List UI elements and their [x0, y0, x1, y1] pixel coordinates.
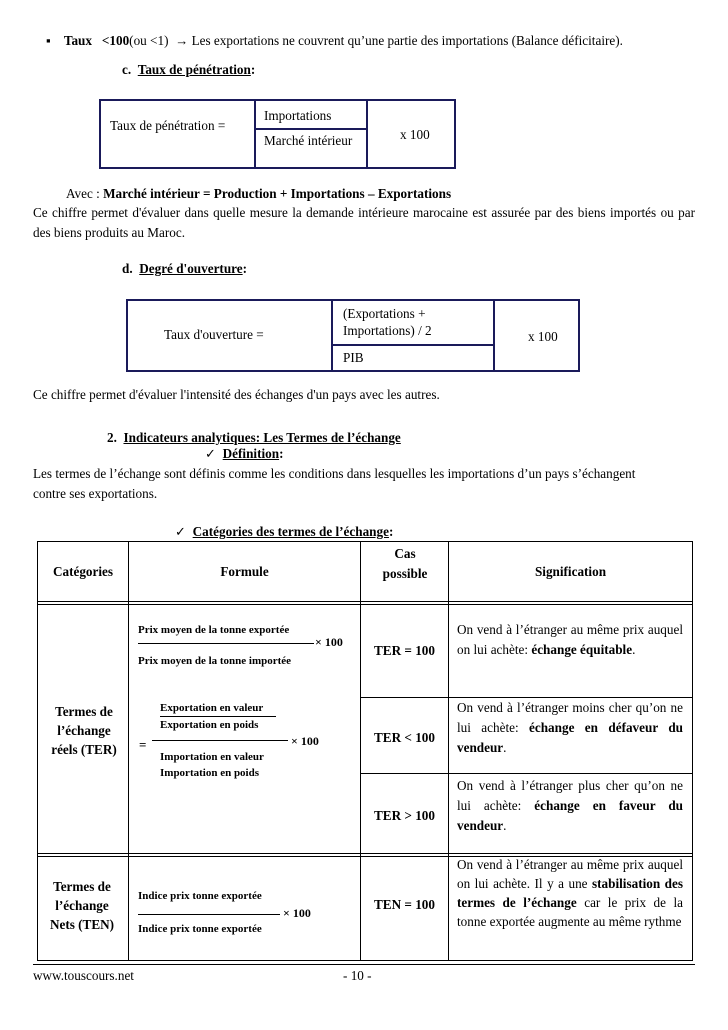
sig-ter-less: On vend à l’étranger moins cher qu’on ne lui achète: échange en défaveur du vendeur.: [457, 700, 683, 755]
ter-f1-numerator: Prix moyen de la tonne exportée: [138, 624, 290, 636]
ouverture-denominator: PIB: [343, 350, 364, 365]
ter-f2-equals: =: [139, 737, 147, 752]
penetration-numerator: Importations: [264, 108, 332, 123]
definition-heading: ✓ Définition:: [205, 446, 284, 461]
ouverture-numerator: (Exportations + Importations) / 2: [343, 306, 432, 338]
cas-ter-equal: TER = 100: [373, 643, 435, 658]
section-d-title: Degré d'ouverture: [139, 261, 243, 276]
check-icon: ✓: [175, 524, 187, 539]
condition: <100: [101, 33, 130, 48]
avec-line: Avec : Marché intérieur = Production + Importations – Exportations: [66, 186, 452, 201]
sig-ter-equal: On vend à l’étranger au même prix auquel on lui achète: échange équitable.: [457, 622, 683, 657]
header-cas-possible: Cas possible: [382, 546, 428, 581]
arrow-icon: →: [175, 33, 189, 48]
ouverture-paragraph: Ce chiffre permet d'évaluer l'intensité des échanges d'un pays avec les autres.: [33, 387, 440, 402]
header-categories: Catégories: [52, 564, 114, 579]
cas-ten-equal: TEN = 100: [373, 897, 435, 912]
ter-f2-num-num: Exportation en valeur: [160, 702, 264, 714]
cas-ter-greater: TER > 100: [373, 808, 435, 823]
ouverture-left: Taux d'ouverture =: [164, 327, 264, 342]
sig-ter-greater: On vend à l’étranger plus cher qu’on ne lui achète: échange en faveur du vendeur.: [457, 778, 683, 833]
section-c-heading: c. Taux de pénétration:: [122, 62, 256, 77]
section-c-title: Taux de pénétration: [137, 62, 251, 77]
ter-f1-denominator: Prix moyen de la tonne importée: [138, 655, 292, 667]
ter-label: Termes de l’échange réels (TER): [51, 704, 117, 757]
summary-text: Les exportations ne couvrent qu’une partie des importations (Balance déficitaire).: [191, 33, 623, 48]
taux-label: Taux: [63, 33, 92, 48]
footer-page-number: - 10 -: [343, 968, 372, 983]
sig-ten-equal: On vend à l’étranger au même prix auquel on lui achète. Il y a une stabilisation des termes de l’échange car le prix de la tonne exportée augmente au même rythme: [457, 857, 683, 929]
ter-f2-den-den: Importation en poids: [160, 767, 260, 779]
penetration-left: Taux de pénétration =: [110, 118, 226, 133]
ten-label: Termes de l’échange Nets (TEN): [49, 879, 115, 932]
marche-interieur-definition: Marché intérieur = Production + Importations – Exportations: [103, 186, 452, 201]
ouverture-mult: x 100: [528, 329, 558, 344]
ten-mult: × 100: [283, 906, 311, 920]
categories-heading: ✓ Catégories des termes de l’échange:: [175, 524, 394, 539]
cas-ter-less: TER < 100: [373, 730, 435, 745]
check-icon: ✓: [205, 446, 217, 461]
penetration-paragraph: Ce chiffre permet d'évaluer dans quelle mesure la demande intérieure marocaine est assurée par des biens importés ou par des biens produits au Maroc.: [33, 205, 695, 240]
bullet-icon: ▪: [46, 33, 51, 48]
definition-paragraph: Les termes de l’échange sont définis comme les conditions dans lesquelles les importations d’un pays s’échangent contre ses exportations.: [33, 466, 636, 501]
ter-f2-num-den: Exportation en poids: [160, 719, 259, 731]
penetration-denominator: Marché intérieur: [264, 133, 353, 148]
ten-denominator: Indice prix tonne exportée: [138, 923, 262, 935]
header-signification: Signification: [534, 564, 607, 579]
ter-f2-den-num: Importation en valeur: [160, 751, 264, 763]
ter-f2-mult: × 100: [291, 734, 319, 748]
penetration-mult: x 100: [400, 127, 430, 142]
summary-line: [46, 33, 623, 49]
section-d-heading: d. Degré d'ouverture:: [122, 261, 248, 276]
footer-site: www.touscours.net: [33, 968, 134, 983]
condition-alt: (ou <1): [129, 33, 169, 48]
ten-numerator: Indice prix tonne exportée: [138, 890, 262, 902]
ter-f1-mult: × 100: [315, 635, 343, 649]
section-2-title: Indicateurs analytiques: Les Termes de l’échange: [123, 430, 401, 445]
section-2-heading: 2. Indicateurs analytiques: Les Termes de l’échange: [107, 430, 401, 445]
header-formule: Formule: [220, 564, 269, 579]
